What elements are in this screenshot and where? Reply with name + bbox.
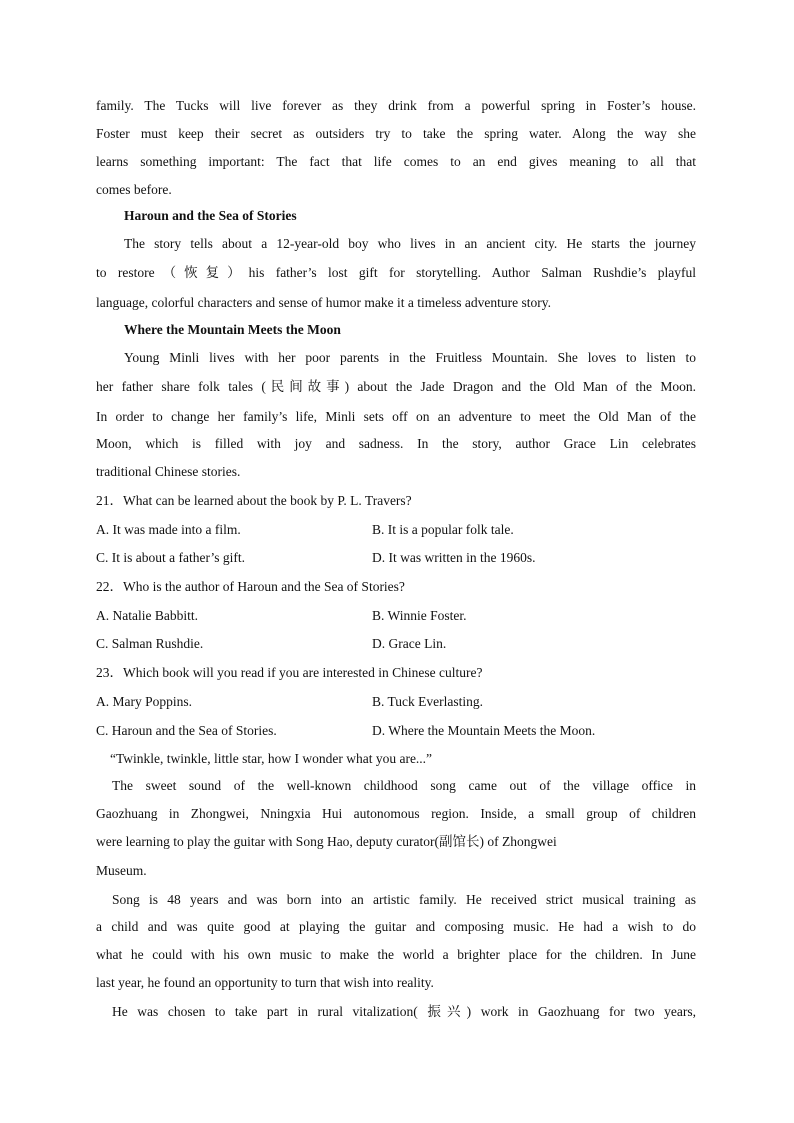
passage-b-line: Museum. [96,863,147,878]
question-22-option-b[interactable]: B. Winnie Foster. [372,608,467,623]
passage-b-line: last year, he found an opportunity to turn that wish into reality. [96,975,434,990]
question-22-option-d[interactable]: D. Grace Lin. [372,636,447,651]
book-description-line: Young Minli lives with her poor parents in the Fruitless Mountain. She loves to listen to [124,350,696,365]
passage-b-line: what he could with his own music to make the world a brighter place for the children. In June [96,947,696,962]
question-21-option-d[interactable]: D. It was written in the 1960s. [372,550,536,565]
book-title-mountain-moon: Where the Mountain Meets the Moon [124,322,341,337]
question-23-option-d[interactable]: D. Where the Mountain Meets the Moon. [372,723,596,738]
book-title-haroun: Haroun and the Sea of Stories [124,208,297,223]
passage-b-line: a child and was quite good at playing the guitar and composing music. He had a wish to do [96,919,696,934]
question-21-option-c[interactable]: C. It is about a father’s gift. [96,550,245,565]
passage-b-line: Gaozhuang in Zhongwei, Nningxia Hui autonomous region. Inside, a small group of children [96,806,696,821]
question-22-option-c[interactable]: C. Salman Rushdie. [96,636,204,651]
question-22-option-a[interactable]: A. Natalie Babbitt. [96,608,198,623]
question-23-option-b[interactable]: B. Tuck Everlasting. [372,694,484,709]
passage-b-line: The sweet sound of the well-known childhood song came out of the village office in [112,778,696,793]
question-22-stem: 22．Who is the author of Haroun and the Sea of Stories? [96,579,405,594]
passage-line: Foster must keep their secret as outsiders try to take the spring water. Along the way she [96,126,696,141]
passage-b-line: He was chosen to take part in rural vitalization( 振兴) work in Gaozhuang for two years, [112,1004,696,1019]
book-description-line: Moon, which is filled with joy and sadness. In the story, author Grace Lin celebrates [96,436,696,451]
book-description-line: The story tells about a 12-year-old boy who lives in an ancient city. He starts the journey [124,236,696,251]
passage-b-line: were learning to play the guitar with Song Hao, deputy curator(副馆长) of Zhongwei [96,834,557,849]
passage-line: comes before. [96,182,172,197]
passage-line: family. The Tucks will live forever as they drink from a powerful spring in Foster’s house. [96,98,696,113]
passage-b-line: Song is 48 years and was born into an artistic family. He received strict musical training as [112,892,696,907]
passage-line: learns something important: The fact that life comes to an end gives meaning to all that [96,154,696,169]
book-description-line: In order to change her family’s life, Minli sets off on an adventure to meet the Old Man of the [96,409,696,424]
question-21-option-b[interactable]: B. It is a popular folk tale. [372,522,514,537]
book-description-line: language, colorful characters and sense of humor make it a timeless adventure story. [96,295,551,310]
question-23-option-c[interactable]: C. Haroun and the Sea of Stories. [96,723,277,738]
book-description-line: traditional Chinese stories. [96,464,241,479]
question-23-stem: 23．Which book will you read if you are interested in Chinese culture? [96,665,483,680]
book-description-line: to restore（恢复）his father’s lost gift for storytelling. Author Salman Rushdie’s playful [96,265,696,280]
song-quote: “Twinkle, twinkle, little star, how I wonder what you are...” [110,751,433,766]
question-21-stem: 21．What can be learned about the book by P. L. Travers? [96,493,412,508]
book-description-line: her father share folk tales (民间故事) about the Jade Dragon and the Old Man of the Moon. [96,379,696,394]
question-21-option-a[interactable]: A. It was made into a film. [96,522,241,537]
question-23-option-a[interactable]: A. Mary Poppins. [96,694,193,709]
